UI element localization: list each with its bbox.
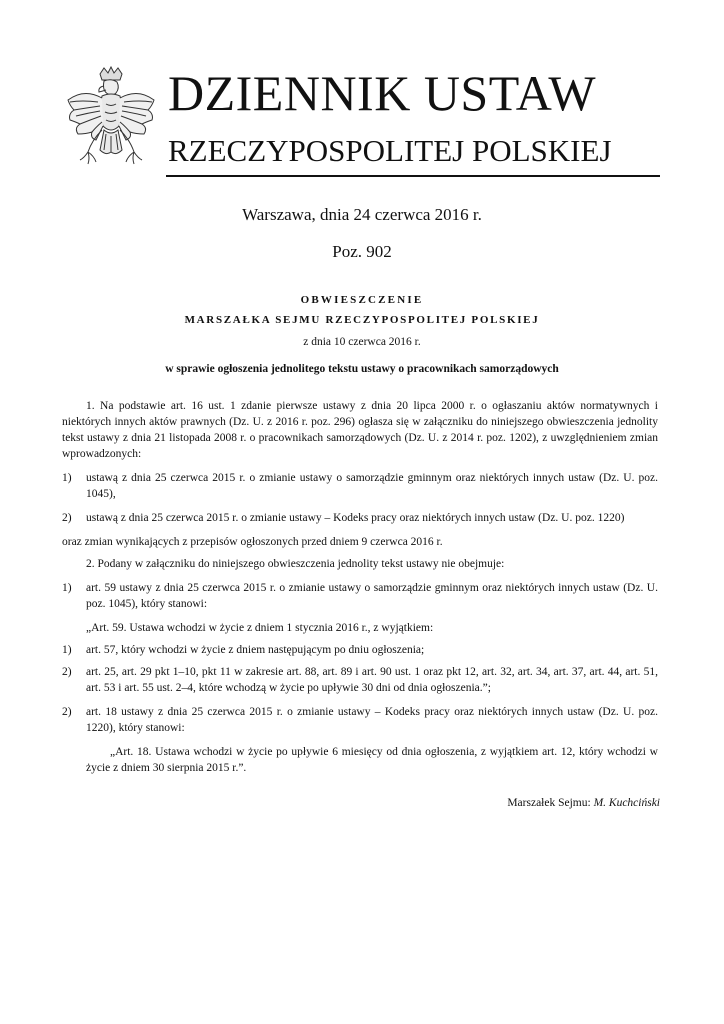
signature-role: Marszałek Sejmu: <box>507 797 594 809</box>
list-item <box>62 510 658 526</box>
list-item-text: art. 59 ustawy z dnia 25 czerwca 2015 r. o zmianie ustawy o samorządzie gminnym oraz niektórych innych ustaw (Dz. U. poz. 1045), który stanowi: <box>86 582 658 610</box>
list-item <box>62 580 658 612</box>
journal-title: DZIENNIK USTAW <box>168 65 597 121</box>
document-subject: w sprawie ogłoszenia jednolitego tekstu ustawy o pracownikach samorządowych <box>165 363 559 375</box>
place-date: Warszawa, dnia 24 czerwca 2016 r. <box>242 205 482 224</box>
signature <box>507 797 660 809</box>
list-item-number: 2) <box>62 512 72 524</box>
list-item-text: ustawą z dnia 25 czerwca 2015 r. o zmianie ustawy o samorządzie gminnym oraz niektórych innych ustaw (Dz. U. poz. 1045), <box>86 472 658 500</box>
quote-2: „Art. 18. Ustawa wchodzi w życie po upływie 6 miesięcy od dnia ogłoszenia, z wyjątkiem art. 12, który wchodzi w życie z dniem 30 sierpnia 2015 r.”. <box>86 746 658 774</box>
issuer: MARSZAŁKA SEJMU RZECZYPOSPOLITEJ POLSKIEJ <box>184 314 540 326</box>
paragraph-2: 2. Podany w załączniku do niniejszego obwieszczenia jednolity tekst ustawy nie obejmuje: <box>86 558 505 570</box>
quote-list-item <box>62 664 658 696</box>
list-item-text: art. 25, art. 29 pkt 1–10, pkt 11 w zakresie art. 88, art. 89 i art. 90 ust. 1 oraz pkt 12, art. 32, art. 34, art. 37, art. 44, art. 51, art. 53 i art. 55 ust. 2–4, które wchodzą w życie po upływie 30 dni od dnia ogłoszenia.”; <box>86 666 658 694</box>
quote-list-item <box>62 642 658 658</box>
list-item-text: art. 57, który wchodzi w życie z dniem następującym po dniu ogłoszenia; <box>86 644 425 656</box>
list-item-number: 2) <box>62 666 72 678</box>
issue-date: z dnia 10 czerwca 2016 r. <box>303 336 421 348</box>
header-divider <box>166 175 660 177</box>
document-body <box>62 398 658 776</box>
list-item-number: 1) <box>62 644 72 656</box>
list-item-number: 1) <box>62 582 72 594</box>
signature-name: M. Kuchciński <box>593 797 660 809</box>
position-number: Poz. 902 <box>332 242 392 261</box>
paragraph-1: 1. Na podstawie art. 16 ust. 1 zdanie pierwsze ustawy z dnia 20 lipca 2000 r. o ogłaszaniu aktów normatywnych i niektórych innych aktów prawnych (Dz. U. z 2016 r. poz. 296) ogłasza się w załączniku do niniejszego obwieszczenia jednolity tekst ustawy z dnia 21 listopada 2008 r. o pracownikach samorządowych (Dz. U. z 2014 r. poz. 1202), z uwzględnieniem zmian wprowadzonych: <box>62 400 658 460</box>
list-item-number: 1) <box>62 472 72 484</box>
polish-eagle-emblem-icon <box>62 66 160 178</box>
paragraph-1-tail: oraz zmian wynikających z przepisów ogłoszonych przed dniem 9 czerwca 2016 r. <box>62 536 443 548</box>
list-item <box>62 470 658 502</box>
document-type: OBWIESZCZENIE <box>300 294 424 306</box>
quote-1-intro: „Art. 59. Ustawa wchodzi w życie z dniem 1 stycznia 2016 r., z wyjątkiem: <box>86 622 434 634</box>
journal-subtitle: RZECZYPOSPOLITEJ POLSKIEJ <box>168 133 612 168</box>
list-item-text: ustawą z dnia 25 czerwca 2015 r. o zmianie ustawy – Kodeks pracy oraz niektórych innych ustaw (Dz. U. poz. 1220) <box>86 512 625 524</box>
list-item-number: 2) <box>62 706 72 718</box>
list-item <box>62 704 658 736</box>
list-item-text: art. 18 ustawy z dnia 25 czerwca 2015 r. o zmianie ustawy – Kodeks pracy oraz niektórych innych ustaw (Dz. U. poz. 1220), który stanowi: <box>86 706 658 734</box>
